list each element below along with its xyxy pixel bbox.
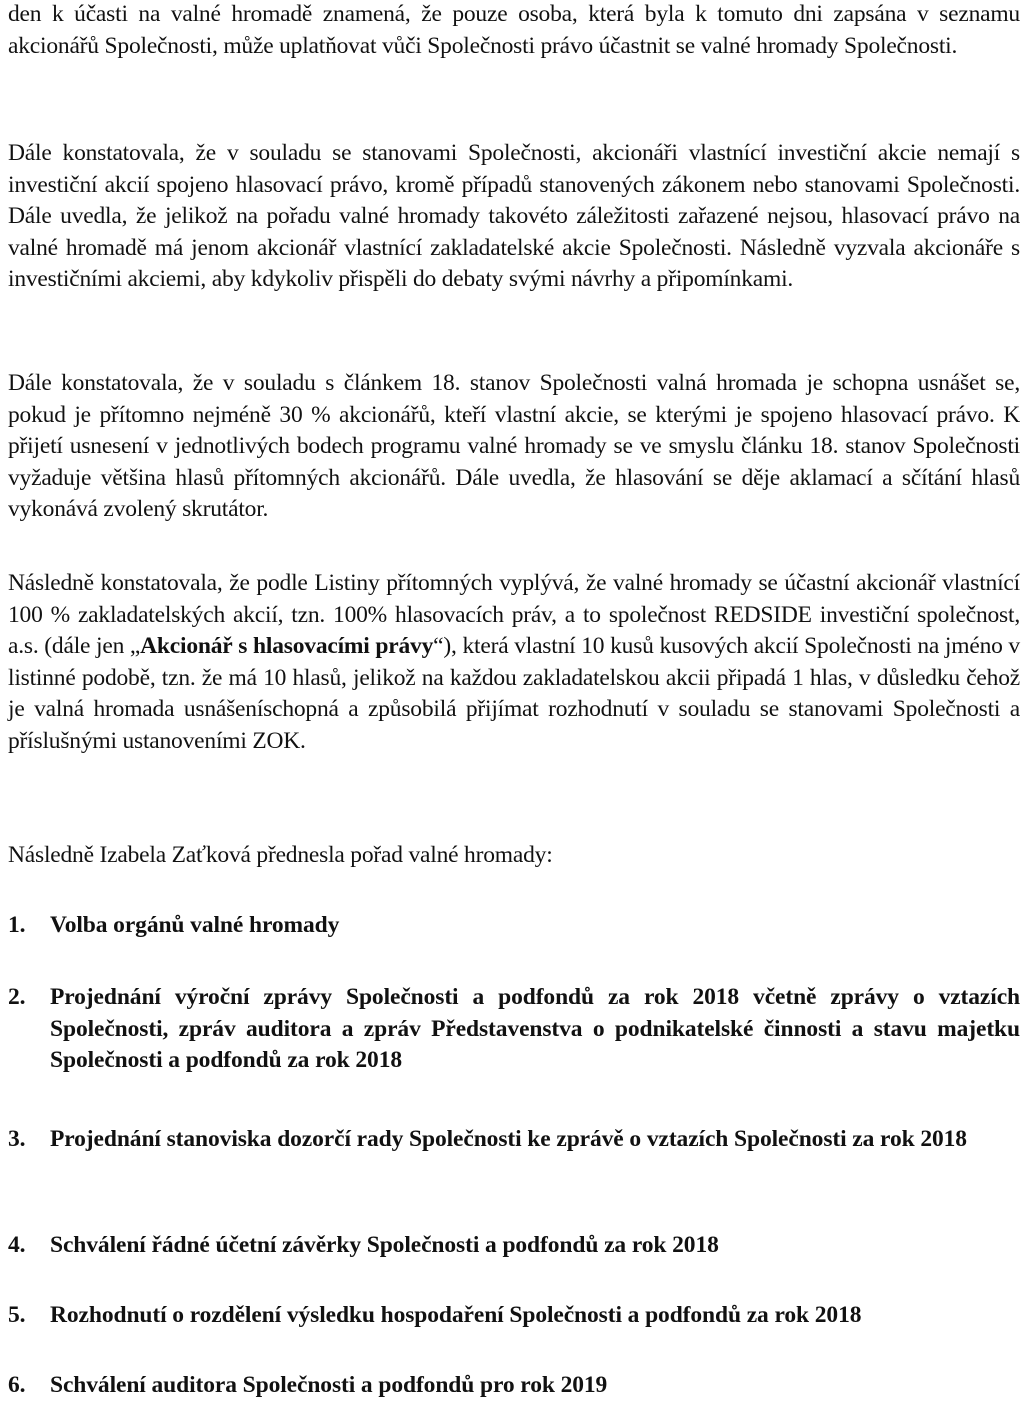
agenda-item (8, 1124, 1020, 1156)
paragraph-attendance-text-b: “), která vlastní 10 kusů kusových akcií Společnosti na jméno v listinné podobě, tzn. že má 10 hlasů, jelikož na každou zakladatelskou akcii připadá 1 hlas, v důsledku čehož je valná hromada usnášeníschopná a způsobilá přijímat rozhodnutí v souladu se stanovami Společnosti a příslušnými ustanoveními ZOK. (8, 633, 1020, 754)
agenda-item-number: 5. (8, 1302, 26, 1328)
agenda-item-number: 3. (8, 1126, 26, 1152)
agenda-item-text: Schválení řádné účetní závěrky Společnosti a podfondů za rok 2018 (50, 1232, 719, 1258)
agenda-item-text: Rozhodnutí o rozdělení výsledku hospodaření Společnosti a podfondů za rok 2018 (50, 1302, 862, 1328)
paragraph-agenda-intro: Následně Izabela Zaťková přednesla pořad valné hromady: (8, 842, 553, 868)
agenda-item-text: Schválení auditora Společnosti a podfondů pro rok 2019 (50, 1372, 608, 1398)
agenda-item (8, 1370, 1020, 1402)
agenda-item (8, 1230, 1020, 1262)
agenda-item-number: 4. (8, 1232, 26, 1258)
agenda-item-text: Projednání stanoviska dozorčí rady Společnosti ke zprávě o vztazích Společnosti za rok 2018 (50, 1126, 967, 1152)
agenda-item (8, 1300, 1020, 1332)
agenda-item-number: 6. (8, 1372, 26, 1398)
defined-term-voting-shareholder: Akcionář s hlasovacími právy (140, 633, 434, 659)
agenda-item-number: 1. (8, 912, 26, 938)
paragraph-voting-rights: Dále konstatovala, že v souladu se stanovami Společnosti, akcionáři vlastnící investiční akcie nemají s investiční akcií spojeno hlasovací právo, kromě případů stanovených zákonem nebo stanovami Společnosti. Dále uvedla, že jelikož na pořadu valné hromady takovéto záležitosti zařazené nejsou, hlasovací právo na valné hromadě má jenom akcionář vlastnící zakladatelské akcie Společnosti. Následně vyzvala akcionáře s investičními akciemi, aby kdykoliv přispěli do debaty svými návrhy a připomínkami. (8, 140, 1020, 292)
paragraph-attendance (8, 568, 1020, 757)
agenda-item (8, 982, 1020, 1077)
paragraph-attendance-text-a: Následně konstatovala, že podle Listiny přítomných vyplývá, že valné hromady se účastní akcionář vlastnící 100 % zakladatelských akcií, tzn. 100% hlasovacích práv, a to společnost REDSIDE investiční společnost, a.s. (dále jen „ (8, 570, 1020, 659)
agenda-item (8, 910, 1020, 942)
agenda-item-number: 2. (8, 984, 26, 1010)
agenda-item-text: Volba orgánů valné hromady (50, 912, 340, 938)
paragraph-quorum: Dále konstatovala, že v souladu s článkem 18. stanov Společnosti valná hromada je schopna usnášet se, pokud je přítomno nejméně 30 % akcionářů, kteří vlastní akcie, se kterými je spojeno hlasovací právo. K přijetí usnesení v jednotlivých bodech programu valné hromady se ve smyslu článku 18. stanov Společnosti vyžaduje většina hlasů přítomných akcionářů. Dále uvedla, že hlasování se děje aklamací a sčítání hlasů vykonává zvolený skrutátor. (8, 370, 1020, 522)
agenda-item-text: Projednání výroční zprávy Společnosti a podfondů za rok 2018 včetně zprávy o vztazích Společnosti, zpráv auditora a zpráv Představenstva o podnikatelské činnosti a stavu majetku Společnosti a podfondů za rok 2018 (50, 984, 1020, 1073)
paragraph-shareholder-record-date: den k účasti na valné hromadě znamená, že pouze osoba, která byla k tomuto dni zapsána v seznamu akcionářů Společnosti, může uplatňovat vůči Společnosti právo účastnit se valné hromady Společnosti. (8, 1, 1020, 59)
